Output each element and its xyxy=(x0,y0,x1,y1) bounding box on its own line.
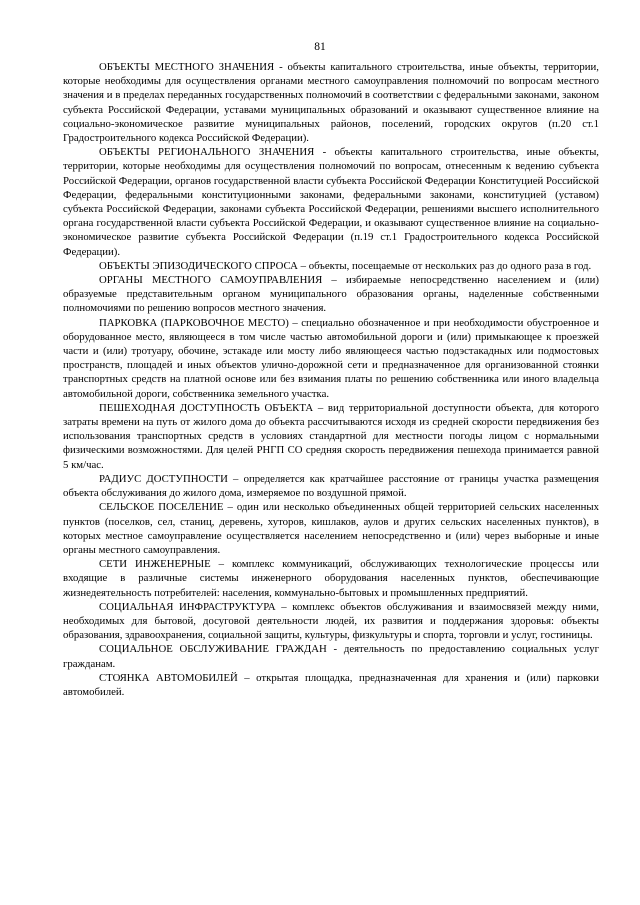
paragraph-local-government xyxy=(63,273,599,316)
term: ОБЪЕКТЫ МЕСТНОГО ЗНАЧЕНИЯ xyxy=(99,61,275,73)
paragraph-episodic-objects xyxy=(63,259,599,273)
definition: – вид территориальной доступности объекта, для которого затраты времени на путь от жилого дома до объекта рассчитываются исходя из средней скорости передвижения без использования транспортных средств в условиях стандартной для местности погоды лицом с нормальными физическими возможностями. Для целей РНГП СО средняя скорость передвижения пешехода принимается равной 5 км/час. xyxy=(63,401,599,471)
paragraph-social-infrastructure xyxy=(63,600,599,643)
definition: – комплекс объектов обслуживания и взаимосвязей между ними, необходимых для бытовой, досуговой деятельности людей, их развития и поддержания здоровья: объекты образования, здравоохранения, социальной защиты, культуры, физкультуры и спорта, торговли и услуг, гостиницы. xyxy=(63,600,599,642)
term: СОЦИАЛЬНАЯ ИНФРАСТРУКТУРА xyxy=(99,600,276,613)
definition: – открытая площадка, предназначенная для хранения и (или) парковки автомобилей. xyxy=(63,671,599,698)
term: ОБЪЕКТЫ РЕГИОНАЛЬНОГО ЗНАЧЕНИЯ xyxy=(99,146,315,159)
definition: – избираемые непосредственно населением и (или) образуемые представительным органом муниципального образования органы, наделенные собственными полномочиями по решению вопросов местного значения. xyxy=(63,274,599,315)
term: СЕЛЬСКОЕ ПОСЕЛЕНИЕ xyxy=(99,501,224,514)
paragraph-local-objects xyxy=(63,60,599,145)
page-number: 81 xyxy=(314,41,326,53)
definition: – один или несколько объединенных общей территорией сельских населенных пунктов (поселков, сел, станиц, деревень, хуторов, кишлаков, аулов и других сельских населенных пунктов), в которых местное самоуправление осуществляется населением непосредственно и (или) через выборные и иные органы местного самоуправления. xyxy=(63,501,599,556)
definition: - объекты капитального строительства, иные объекты, территории, которые необходимы для осуществления органами местного самоуправления полномочий по вопросам местного значения и в пределах переданных государственных полномочий в соответствии с федеральными законами, законом субъекта Российской Федерации, уставами муниципальных образований и оказывают существенное влияние на социально-экономическое развитие муниципальных районов, поселений, городских округов (п.20 ст.1 Градостроительного кодекса Российской Федерации). xyxy=(63,61,599,145)
paragraph-access-radius xyxy=(63,472,599,500)
term: СТОЯНКА АВТОМОБИЛЕЙ xyxy=(99,671,238,684)
document-body xyxy=(63,60,599,699)
paragraph-rural-settlement xyxy=(63,500,599,557)
term: РАДИУС ДОСТУПНОСТИ xyxy=(99,472,228,485)
definition: – специально обозначенное и при необходимости обустроенное и оборудованное место, являющееся в том числе частью автомобильной дороги и (или) примыкающее к проезжей части и (или) тротуару, обочине, эстакаде или мосту либо являющееся частью подэстакадных или подмостовых пространств, площадей и иных объектов улично-дорожной сети и предназначенное для организованной стоянки транспортных средств на платной основе или без взимания платы по решению собственника или иного владельца автомобильной дороги, собственника земельного участка. xyxy=(63,316,599,400)
term: ОРГАНЫ МЕСТНОГО САМОУПРАВЛЕНИЯ xyxy=(99,274,323,287)
paragraph-engineering-networks xyxy=(63,557,599,600)
definition: – комплекс коммуникаций, обслуживающих технологические процессы или входящие в различные системы инженерного оборудования населенных пунктов, обеспечивающие жизнедеятельность потребителей: населения, коммунально-бытовых и промышленных предприятий. xyxy=(63,558,599,599)
term: СЕТИ ИНЖЕНЕРНЫЕ xyxy=(99,558,211,571)
term: ОБЪЕКТЫ ЭПИЗОДИЧЕСКОГО СПРОСА xyxy=(99,259,298,272)
term: ПЕШЕХОДНАЯ ДОСТУПНОСТЬ ОБЪЕКТА xyxy=(99,401,314,414)
definition: – определяется как кратчайшее расстояние от границы участка размещения объекта обслуживания до жилого дома, измеряемое по воздушной прямой. xyxy=(63,472,599,500)
paragraph-regional-objects xyxy=(63,145,599,259)
paragraph-parking xyxy=(63,316,599,401)
paragraph-pedestrian-access xyxy=(63,401,599,472)
paragraph-social-services xyxy=(63,642,599,670)
definition: - объекты капитального строительства, иные объекты, территории, которые необходимы для осуществления полномочий по вопросам, отнесенным к ведению субъекта Российской Федерации, органов государственной власти субъекта Российской Федерации Конституцией Российской Федерации, федеральными конституционными законами, федеральными законами, конституцией (уставом) субъекта Российской Федерации, законами субъекта Российской Федерации, решениями высшего исполнительного органа государственной власти субъекта Российской Федерации, и оказывают существенное влияние на социально-экономическое развитие субъекта Российской Федерации (п.19 ст.1 Градостроительного кодекса Российской Федерации). xyxy=(63,146,599,258)
term: ПАРКОВКА (ПАРКОВОЧНОЕ МЕСТО) xyxy=(99,316,289,329)
definition: - деятельность по предоставлению социальных услуг гражданам. xyxy=(63,643,599,670)
paragraph-car-parking xyxy=(63,671,599,699)
term: СОЦИАЛЬНОЕ ОБСЛУЖИВАНИЕ ГРАЖДАН xyxy=(99,643,327,656)
definition: – объекты, посещаемые от нескольких раз до одного раза в год. xyxy=(297,259,592,272)
